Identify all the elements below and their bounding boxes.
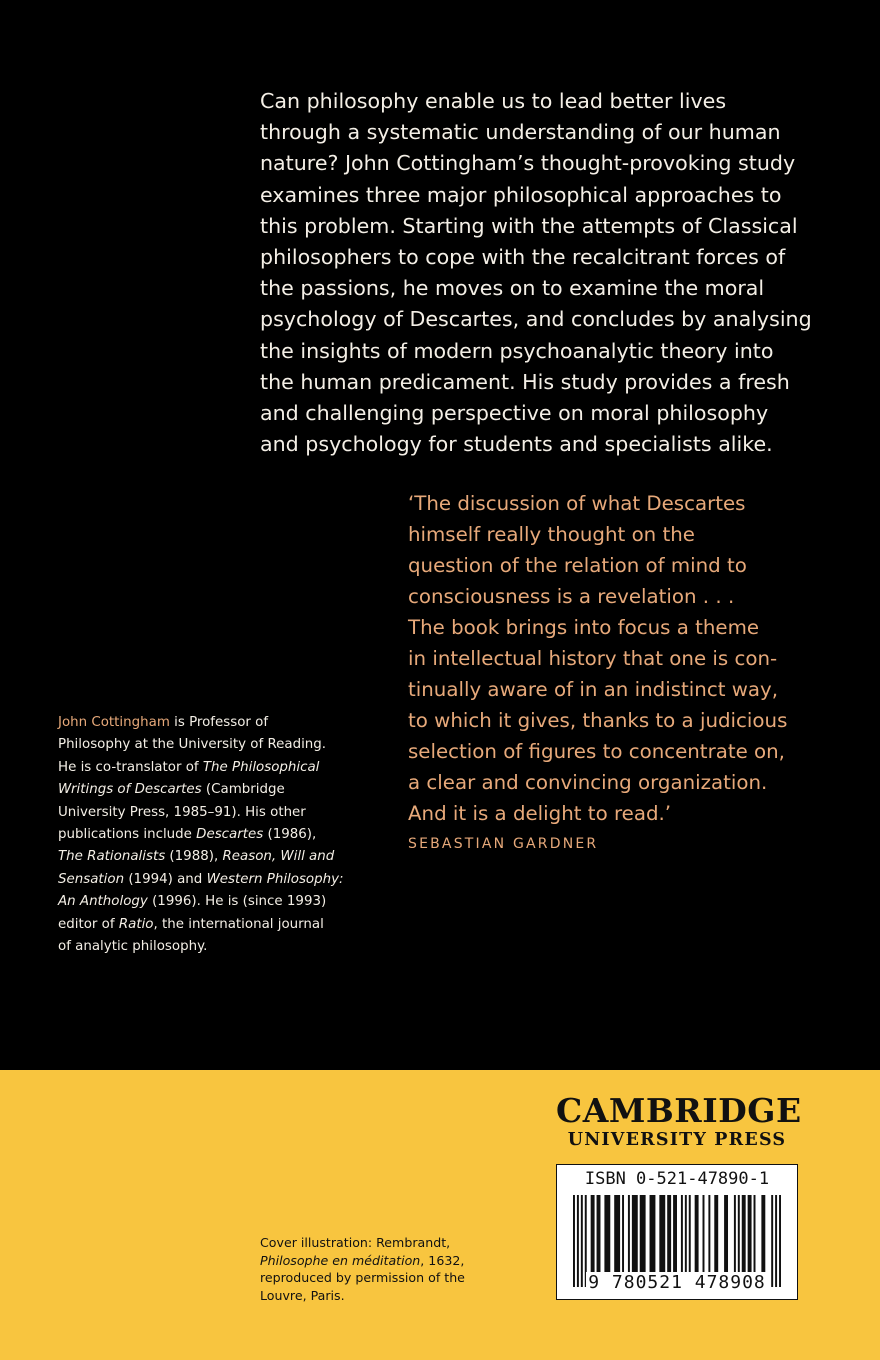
bio-line xyxy=(58,914,358,936)
isbn-number: ISBN 0-521-47890-1 xyxy=(584,1169,770,1189)
bio-text: is Professor of xyxy=(169,715,269,730)
blurb-line: the passions, he moves on to examine the moral xyxy=(260,276,765,301)
blurb-line: the human predicament. His study provides a fresh xyxy=(260,369,790,394)
bio-text: editor of xyxy=(58,916,119,932)
blurb-line: the insights of modern psychoanalytic theory into xyxy=(260,338,774,363)
book-title: Reason, Will and xyxy=(222,849,335,865)
bio-line: of analytic philosophy. xyxy=(58,939,208,955)
bio-line xyxy=(58,869,358,891)
bio-text: (1986), xyxy=(263,827,317,843)
bio-text: He is co-translator of xyxy=(58,759,203,775)
book-blurb xyxy=(260,86,840,460)
book-title: Writings of Descartes xyxy=(58,782,202,798)
book-title: Descartes xyxy=(196,827,264,843)
publisher-name: CAMBRIDGE xyxy=(556,1091,802,1130)
quote-line: And it is a delight to read.’ xyxy=(408,802,672,825)
bio-text: (Cambridge xyxy=(201,782,285,798)
quote-line: ‘The discussion of what Descartes xyxy=(408,492,746,515)
bio-text: publications include xyxy=(58,827,197,843)
author-name: John Cottingham xyxy=(58,715,170,730)
quote-line: The book brings into focus a theme xyxy=(408,616,760,639)
ean-row xyxy=(557,1272,797,1293)
review-attribution: SEBASTIAN GARDNER xyxy=(408,836,599,852)
quote-line: in intellectual history that one is con- xyxy=(408,647,778,670)
blurb-line: psychology of Descartes, and concludes by analysing xyxy=(260,307,812,332)
journal-title: Ratio xyxy=(118,916,154,932)
bio-text: (1996). He is (since 1993) xyxy=(147,894,327,910)
blurb-line: Can philosophy enable us to lead better lives xyxy=(260,89,727,113)
quote-line: selection of figures to concentrate on, xyxy=(408,740,785,763)
book-title: An Anthology xyxy=(58,894,148,910)
book-title: Western Philosophy: xyxy=(206,871,344,887)
blurb-line: nature? John Cottingham’s thought-provoking study xyxy=(260,151,796,176)
cover-illustration-credit xyxy=(260,1234,520,1304)
isbn-barcode xyxy=(556,1164,798,1300)
quote-line: consciousness is a revelation . . . xyxy=(408,585,735,608)
quote-line: a clear and convincing organization. xyxy=(408,771,768,794)
bio-line xyxy=(58,846,358,868)
blurb-line: philosophers to cope with the recalcitrant forces of xyxy=(260,245,786,270)
review-quote xyxy=(408,488,848,829)
book-title: The Philosophical xyxy=(202,759,320,775)
quote-line: to which it gives, thanks to a judicious xyxy=(408,709,788,732)
publisher-subname: UNIVERSITY PRESS xyxy=(567,1130,787,1150)
bio-line xyxy=(58,779,358,801)
bio-line: University Press, 1985–91). His other xyxy=(58,804,306,820)
bio-text: , the international journal xyxy=(153,916,324,932)
book-title: Sensation xyxy=(58,871,125,887)
blurb-line: and challenging perspective on moral philosophy xyxy=(260,401,769,426)
credit-line: Cover illustration: Rembrandt, xyxy=(260,1235,451,1250)
credit-line: Louvre, Paris. xyxy=(260,1287,345,1303)
bio-line xyxy=(58,757,358,779)
credit-line xyxy=(260,1252,520,1270)
quote-line: tinually aware of in an indistinct way, xyxy=(408,678,779,701)
bio-text: (1988), xyxy=(165,849,223,865)
bio-line: Philosophy at the University of Reading. xyxy=(58,737,327,753)
author-bio xyxy=(58,712,358,958)
blurb-line: and psychology for students and specialists alike. xyxy=(260,432,773,457)
book-title: The Rationalists xyxy=(58,849,166,865)
credit-text: , 1632, xyxy=(420,1252,465,1268)
quote-line: himself really thought on the xyxy=(408,523,695,546)
publisher-logo xyxy=(556,1091,802,1150)
credit-line: reproduced by permission of the xyxy=(260,1270,465,1286)
quote-line: question of the relation of mind to xyxy=(408,554,747,577)
blurb-line: through a systematic understanding of our human xyxy=(260,120,781,145)
ean-number: 9 780521 478908 xyxy=(588,1272,766,1293)
blurb-line: examines three major philosophical approaches to xyxy=(260,182,782,207)
bio-line xyxy=(58,891,358,913)
bio-text: (1994) and xyxy=(124,871,207,887)
bio-line xyxy=(58,712,358,734)
artwork-title: Philosophe en méditation xyxy=(260,1252,421,1268)
blurb-line: this problem. Starting with the attempts of Classical xyxy=(260,213,798,238)
bio-line xyxy=(58,824,358,846)
